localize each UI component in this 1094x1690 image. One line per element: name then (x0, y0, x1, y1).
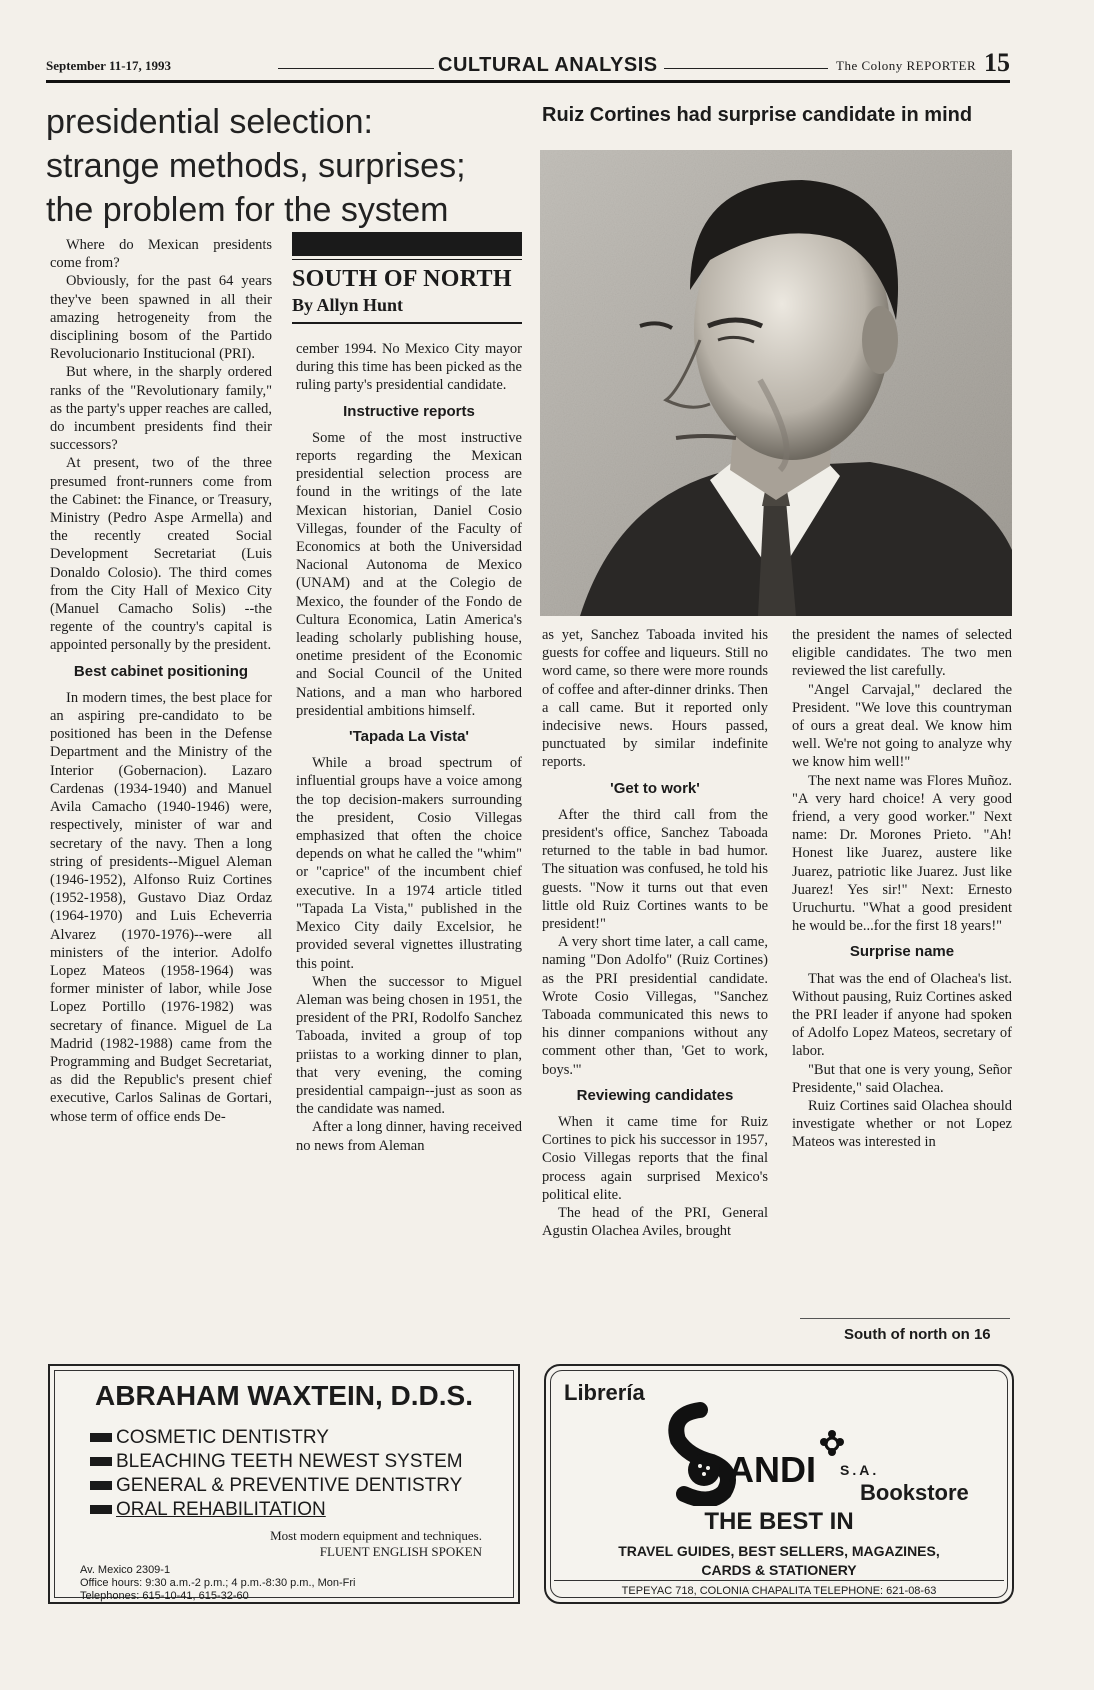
paper-name: The Colony REPORTER (836, 58, 977, 73)
service-item: GENERAL & PREVENTIVE DENTISTRY (90, 1474, 463, 1498)
service-item: BLEACHING TEETH NEWEST SYSTEM (90, 1450, 463, 1474)
header-rule-right (664, 68, 828, 69)
paragraph: Ruiz Cortines said Olachea should investigate whether or not Lopez Mateos was interested in (792, 1098, 1012, 1151)
paragraph: Obviously, for the past 64 years they've been spawned in all their amazing hetrogeneity from the disciplining bosom of the Partido Revolucionario Institucional (PRI). (50, 273, 272, 363)
ad-contact (80, 1564, 356, 1603)
paragraph: The head of the PRI, General Agustin Olachea Aviles, brought (542, 1205, 768, 1240)
paragraph: In modern times, the best place for an aspiring pre-candidato to be positioned has been in the Defense Department and the Ministry of the Interior (Gobernacion). Lazaro Cardenas (1934-1940) and Manuel Avila Camacho (1940-1946) were, respectively, minister of war and secretary of the navy. Then a long string of presidents--Miguel Aleman (1946-1952), Alfonso Ruiz Cortines (1952-1958), Gustavo Diaz Ordaz (1964-1970) and Luis Echeverria Alvarez (1970-1976)--were all ministers of the interior. Adolfo Lopez Mateos (1958-1964) was former minister of labor, while Jose Lopez Portillo (1976-1982) was secretary of finance. Miguel de La Madrid (1982-1988) came from the Programming and Budget Secretariat, as did the Republic's present chief executive, Carlos Salinas de Gortari, whose term of office ends De- (50, 689, 272, 1125)
service-list (90, 1426, 463, 1522)
paragraph: That was the end of Olachea's list. Without pausing, Ruiz Cortines asked the PRI leader if anyone had spoken of Adolfo Lopez Mateos, secretary of labor. (792, 970, 1012, 1060)
paragraph: as yet, Sanchez Taboada invited his guests for coffee and liqueurs. Still no word came, so there were more rounds of coffee and after-dinner drinks. Then a call came. But it reported only indecisive news. Hours passed, punctuated by similar indefinite reports. (542, 627, 768, 771)
paragraph: When the successor to Miguel Aleman was being chosen in 1951, the president of the PRI, Rodolfo Sanchez Taboada, invited a group of top priistas to a working dinner to plan, that very evening, the coming presidential campaign--just as soon as the candidate was named. (296, 973, 522, 1118)
byline: By Allyn Hunt (292, 295, 404, 315)
page-header (46, 48, 1010, 78)
paragraph: the president the names of selected eligible candidates. The two men reviewed the list carefully. (792, 627, 1012, 680)
libreria-label: Librería (564, 1380, 645, 1405)
continuation-rule (800, 1318, 1010, 1319)
continued-on-link: South of north on 16 (844, 1326, 991, 1343)
subheading: Reviewing candidates (576, 1086, 734, 1104)
categories (546, 1542, 1012, 1580)
issue-date: September 11-17, 1993 (46, 58, 172, 73)
header-rule-left (278, 68, 434, 69)
categories-line: CARDS & STATIONERY (701, 1562, 857, 1578)
headline-line: strange methods, surprises; (46, 147, 466, 185)
paragraph: But where, in the sharply ordered ranks of the "Revolutionary family," as the party's upper reaches are called, do incumbent presidents find their successors? (50, 364, 273, 454)
article-headline (46, 100, 516, 232)
paragraph: After the third call from the president's office, Sanchez Taboada returned to the table in bad humor. The situation was confused, he told his guests. "Now it turns out that even little old Ruiz Cortines wants to be president!" (542, 806, 768, 933)
paragraph: A very short time later, a call came, naming "Don Adolfo" (Ruiz Cortines) as the PRI presidential candidate. Wrote Cosio Villegas, "Sanchez Taboada communicated this news to his dinner companions without any comment other than, 'Get to work, boys.'" (542, 934, 768, 1078)
company-suffix: S.A. (840, 1462, 880, 1478)
paragraph: "But that one is very young, Señor Presidente," said Olachea. (792, 1061, 1012, 1096)
portrait-photo (540, 150, 1012, 616)
tagline-line: FLUENT ENGLISH SPOKEN (319, 1544, 482, 1559)
article-column-4 (792, 626, 1012, 1152)
headline-line: presidential selection: (46, 103, 373, 141)
dentist-advertisement (48, 1364, 520, 1604)
ad-title: ABRAHAM WAXTEIN, D.D.S. (95, 1380, 473, 1411)
categories-line: TRAVEL GUIDES, BEST SELLERS, MAGAZINES, (618, 1543, 940, 1559)
paragraph: The next name was Flores Muñoz. "A very hard choice! A very good friend, a very good worker." Next name: Dr. Morones Prieto. "Ah! Honest like Juarez, austere like Juarez, patriotic like Juarez. Just like Juarez! Yes sir!" Next: Ernesto Uruchurtu. "What a good president he would be...for the first 18 years!" (792, 772, 1012, 935)
page-number: 15 (984, 48, 1010, 77)
store-address-telephone: TEPEYAC 718, COLONIA CHAPALITA TELEPHONE: 621-08-63 (554, 1580, 1004, 1597)
subheading: 'Get to work' (610, 779, 700, 797)
paragraph: cember 1994. No Mexico City mayor during this time has been picked as the ruling party's presidential candidate. (296, 341, 522, 394)
brand-name: ANDI (728, 1449, 816, 1490)
paragraph: Some of the most instructive reports regarding the Mexican presidential selection process are found in the writings of the late Mexican historian, Daniel Cosio Villegas, founder of the Faculty of Economics at both the Universidad Nacional Autonoma de Mexico (UNAM) and at the Colegio de Mexico, the founder of the Fondo de Cultura Economica, Latin America's leading scholarly publishing house, onetime president of the Economic and Social Council of the United Nations, and a man who harbored presidential ambitions himself. (296, 429, 522, 719)
subheading: 'Tapada La Vista' (349, 728, 469, 746)
portrait-illustration (540, 150, 1012, 616)
bookstore-advertisement (544, 1364, 1014, 1604)
paragraph: While a broad spectrum of influential groups have a voice among the top decision-makers surrounding the president, Cosio Villegas emphasized that often the choice depends on what he called the "whim" or "caprice" of the incumbent chief executive. In a 1974 article titled "Tapada La Vista," published in the Mexico City daily Excelsior, he provided several vignettes illustrating this point. (296, 755, 522, 972)
photo-headline: Ruiz Cortines had surprise candidate in mind (542, 104, 973, 126)
service-item: ORAL REHABILITATION (90, 1498, 463, 1522)
paragraph: When it came time for Ruiz Cortines to pick his successor in 1957, Cosio Villegas reports that the final process again surprised Mexico's political elite. (542, 1114, 768, 1203)
header-divider (46, 80, 1010, 83)
paragraph: "Angel Carvajal," declared the President. "We love this countryman of ours a great deal. We know him well. We're not going to analyze why we know him well!" (792, 681, 1012, 771)
the-best-in: THE BEST IN (704, 1508, 854, 1535)
column-masthead (292, 232, 522, 324)
paragraph: After a long dinner, having received no news from Aleman (296, 1119, 522, 1154)
masthead-rule (292, 322, 522, 324)
service-item: COSMETIC DENTISTRY (90, 1426, 463, 1450)
bookstore-label: Bookstore (860, 1480, 969, 1505)
telephones: Telephones: 615-10-41, 615-32-60 (80, 1590, 249, 1602)
paragraph: Where do Mexican presidents come from? (50, 237, 272, 272)
article-column-2 (296, 340, 522, 1155)
column-name: SOUTH OF NORTH (292, 266, 512, 292)
office-hours: Office hours: 9:30 a.m.-2 p.m.; 4 p.m.-8:30 p.m., Mon-Fri (80, 1577, 356, 1589)
paragraph: At present, two of the three presumed front-runners come from the Cabinet: the Finance, or Treasury, Ministry (Pedro Aspe Armella) and the recently created Social Development Secretariat (Luis Donaldo Colosio). The third comes from the City Hall of Mexico City (Manuel Camacho Solis) --the regente of the country's capital is appointed personally by the president. (50, 455, 272, 654)
ad-tagline (270, 1528, 482, 1560)
subheading: Surprise name (849, 943, 955, 961)
article-column-1 (50, 236, 272, 1126)
section-title: CULTURAL ANALYSIS (438, 54, 658, 76)
headline-line: the problem for the system (46, 191, 449, 229)
subheading: Best cabinet positioning (73, 662, 249, 680)
subheading: Instructive reports (343, 402, 475, 420)
tagline-line: Most modern equipment and techniques. (270, 1528, 482, 1543)
masthead-bar (292, 232, 522, 256)
masthead-rule (292, 259, 522, 260)
address: Av. Mexico 2309-1 (80, 1564, 171, 1576)
sandi-logo (664, 1396, 844, 1511)
article-column-3 (542, 626, 768, 1241)
sandi-logo-mark (664, 1396, 844, 1506)
